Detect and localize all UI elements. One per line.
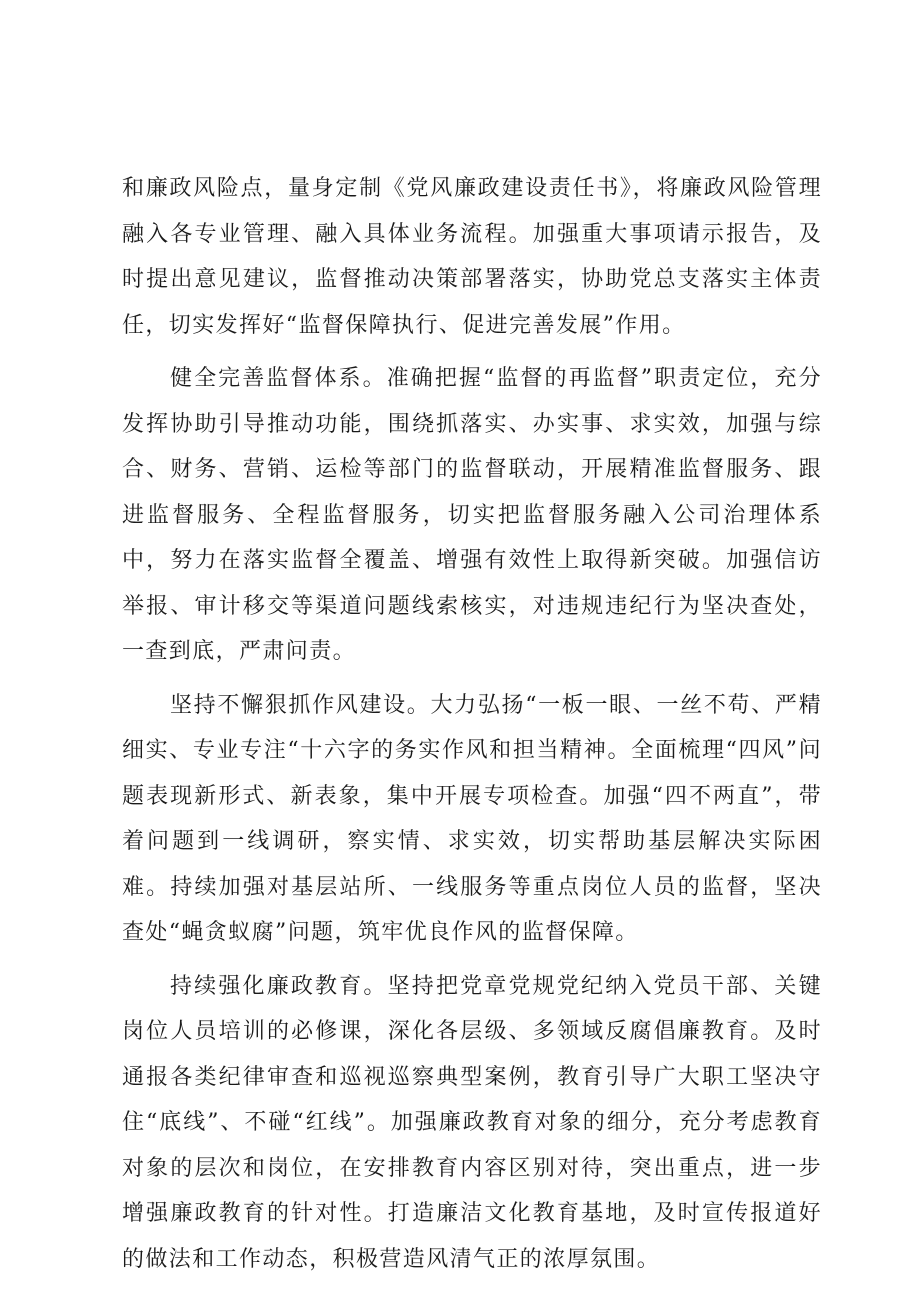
paragraph-work-style: 坚持不懈狠抓作风建设。大力弘扬“一板一眼、一丝不苟、严精细实、专业专注“十六字的务实作风和担当精神。全面梳理“四风”问题表现新形式、新表象，集中开展专项检查。加强“四不两直”，带着问题到一线调研，察实情、求实效，切实帮助基层解决实际困难。持续加强对基层站所、一线服务等重点岗位人员的监督，坚决查处“蝇贪蚁腐”问题，筑牢优良作风的监督保障。 xyxy=(122,692,822,945)
paragraph-integrity-education: 持续强化廉政教育。坚持把党章党规党纪纳入党员干部、关键岗位人员培训的必修课，深化各层级、多领域反腐倡廉教育。及时通报各类纪律审查和巡视巡察典型案例，教育引导广大职工坚决守住“底线”、不碰“红线”。加强廉政教育对象的细分，充分考虑教育对象的层次和岗位，在安排教育内容区别对待，突出重点，进一步增强廉政教育的针对性。打造廉洁文化教育基地，及时宣传报道好的做法和工作动态，积极营造风清气正的浓厚氛围。 xyxy=(122,973,822,1272)
paragraph-continued: 和廉政风险点，量身定制《党风廉政建设责任书》，将廉政风险管理融入各专业管理、融入具体业务流程。加强重大事项请示报告，及时提出意见建议，监督推动决策部署落实，协助党总支落实主体责任，切实发挥好“监督保障执行、促进完善发展”作用。 xyxy=(122,176,822,338)
document-body xyxy=(122,166,822,1290)
paragraph-supervision-system: 健全完善监督体系。准确把握“监督的再监督”职责定位，充分发挥协助引导推动功能，围绕抓落实、办实事、求实效，加强与综合、财务、营销、运检等部门的监督联动，开展精准监督服务、跟进监督服务、全程监督服务，切实把监督服务融入公司治理体系中，努力在落实监督全覆盖、增强有效性上取得新突破。加强信访举报、审计移交等渠道问题线索核实，对违规违纪行为坚决查处，一查到底，严肃问责。 xyxy=(122,366,822,664)
